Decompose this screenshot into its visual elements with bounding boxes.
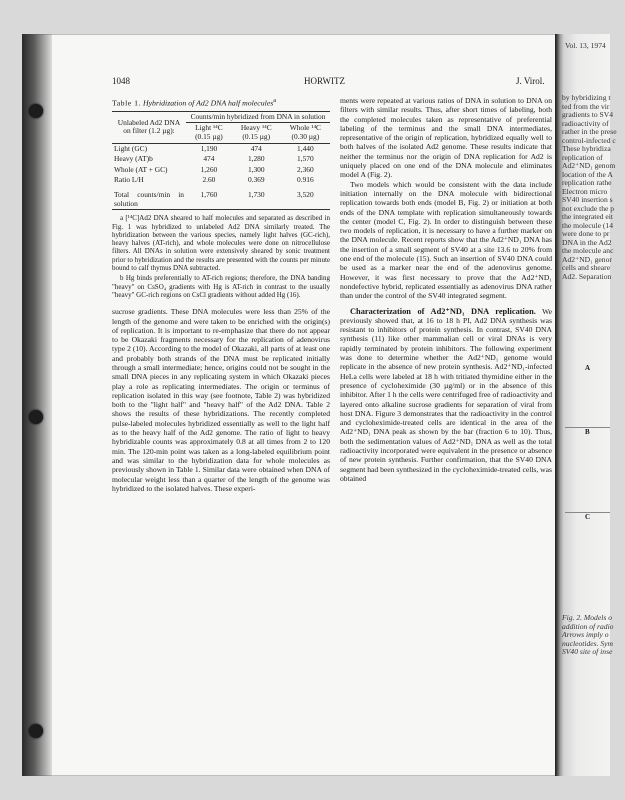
table-cell: 3,520 [281,186,330,210]
table-footnote-a: a [¹⁴C]Ad2 DNA sheared to half molecules and separated as described in Fig. 1 was hybridized to unlabeled Ad2 DNA similarly treated. The hybridization between the various species, namely light halves (GC-rich), heavy halves (AT-rich), and whole molecules were done on nitrocellulose filters. All DNAs in solution were extensively sheared by sonic treatment prior to hybridization and the results are presented with the counts per minute bound to calf thymus DNA subtracted. [112,214,330,273]
table-cell: Total counts/min in solution [112,186,186,210]
table-cell: 1,570 [297,154,314,164]
table-cell: 1,190 [200,143,218,153]
strip-line: by hybridizing t [562,93,611,102]
table-row [112,143,330,154]
middle-column [340,96,552,483]
table-row [112,186,330,210]
middle-paragraph-3: We previously showed that, at 16 to 18 h PI, Ad2 DNA synthesis was resistant to inhibitors of protein synthesis. In contrast, SV40 DNA synthesis (11) like other mammalian cell or viral DNAs is very rapidly terminated by protein inhibitors. The following experiment was done to determine whether the Ad2⁺ND₁ genome would replicate in the absence of new protein synthesis. Ad2⁺ND₁-infected HeLa cells were labeled at 18 h with tritiated thymidine either in the presence of cycloheximide (30 µg/ml) or in the absence of this inhibitor. After 1 h the cells were centrifuged free of radioactivity and layered onto alkaline sucrose gradients for separation of viral from host DNA. Figure 3 demonstrates that the radioactivity in the control and cycloheximide-treated cells are identical in the area of the Ad2⁺ND₁ DNA peak as shown by the bar (fraction 6 to 10). Thus, both the sedimentation values of Ad2⁺ND₁ DNA as well as the total radioactivity incorporated were equivalent in the presence or absence of new protein synthesis. Further confirmation, that the SV40 DNA segment had been synthesized in the cycloheximide-treated cells, was obtained [340,306,552,483]
table-cell: 474 [250,143,262,153]
table-cell: 2,360 [297,164,314,174]
strip-line: the molecule (14 [562,220,614,230]
figure-panel-label-b: B [585,428,590,436]
strip-line: DNA in the Ad2 [562,237,612,247]
table-col-header: Heavy ¹⁴C (0.15 µg) [232,123,281,143]
strip-line: gradients to SV4 [562,110,614,119]
strip-line: SV40 insertion s [562,195,613,204]
strip-line: the integrated eit [562,212,614,221]
table-col-header: Whole ¹⁴C (0.30 µg) [281,123,330,143]
table-label: Table 1. [112,98,142,108]
strip-line: Electron micro [562,186,608,196]
table-spanning-header: Counts/min hybridized from DNA in solution [186,111,330,123]
strip-line: replication of [562,152,603,162]
table-cell: 474 [203,154,215,164]
hybridization-table [112,111,330,210]
strip-line: Ad2⁺ND₁ genom [562,161,616,170]
table-cell: 0.916 [297,175,314,185]
strip-line: replication rathe [562,178,612,187]
strip-line: the molecule anc [562,246,614,255]
figure-caption-line: nucleotides. Sym [562,638,614,648]
left-column [112,96,330,493]
section-heading: Characterization of Ad2⁺ND₁ DNA replication. [350,306,536,316]
table-row [112,154,330,165]
left-column-paragraph: sucrose gradients. These DNA molecules were less than 25% of the length of the genome and were taken to be enriched with the origin(s) of replication. It is important to re-emphasize that there do not appear to be Okazaki fragments necessary for the replication of adenovirus type 2 (10). According to the model of Okazaki, all parts of at least one and probably both strands of the DNA must be replicated initially through a small intermediate; hence, origins could not be sought in the small DNA pieces in any replicating system in which Okazaki pieces play a role as replicating intermediates. The origin or terminus of replication isolated in this way (see footnote, Table 2) was hybridized both to the "light half" and "heavy half" of the Ad2 DNA. Table 2 shows the results of these hybridizations. The recently completed pulse-labeled molecules hybridized essentially as well to the light half as to the heavy half of the Ad2 genome. The ratio of light to heavy hybridizable counts was approximately 0.8 at all times from 2 to 120 min. The 120-min point was taken as a long-labeled equilibrium point and was similar to the hybridization data for whole molecules as previously shown in Table 1. Similar data were obtained when DNA of molecular weight less than a quarter of the length of the genome was hybridized to the isolated halves. These experi- [112,307,330,493]
table-row [112,165,330,176]
punch-hole-bottom [29,724,43,738]
figure-caption-line: Arrows imply o [562,630,609,639]
figure-caption-line: Fig. 2. Models o [562,613,612,622]
strip-line: ted from the vir [562,101,610,111]
facing-page-strip [555,34,617,776]
table-cell: 2.60 [202,175,216,185]
table-row [112,175,330,186]
page-number: 1048 [112,76,130,86]
strip-line: radioactivity of [562,118,609,128]
table-row-header: Unlabeled Ad2 DNA on filter (1.2 µg): [112,111,186,143]
table-cell: Heavy (AT)b [114,154,153,164]
table-cell: 1,440 [297,143,314,153]
table-title: Hybridization of Ad2 DNA half molecules [142,98,274,108]
table-cell: Ratio L/H [114,175,144,185]
strip-line: were done to pr [562,229,610,238]
strip-line: control-infected c [562,135,616,145]
figure-caption-line: SV40 site of inse [562,647,613,656]
strip-line: These hybridiza [562,144,611,153]
strip-line: Ad2⁺ND₁ genor [562,254,612,264]
table-cell: Light (GC) [114,143,148,153]
strip-line: rather in the prese [562,127,617,136]
table-col-header: Light ¹⁴C (0.15 µg) [186,123,232,143]
table-cell: 1,260 [200,164,218,174]
figure-caption-line: addition of radio [562,621,614,631]
strip-line: cells and sheare [562,263,611,272]
middle-paragraph-2: Two models which would be consistent with the data include initiation internally on the DNA molecule with bidirectional replication towards both ends (model B, Fig. 2) or initiation at both ends of the DNA template with replication simultaneously towards the center (model C, Fig. 2). In order to distinguish between these two models of replication, it is necessary to have a further marker on the DNA molecule. Recent reports show that the Ad2⁺ND₁ DNA has the insertion of a small segment of SV40 at a site 13.6 to 20% from one end of the molecule (15). Such an insertion of SV40 DNA could be used as a marker near the end of the adenovirus genome. However, it was first necessary to prove that the Ad2⁺ND₁ nondefective hybrid, replicated essentially as adenovirus DNA rather than under the control of the SV40 integrated segment. [340,179,552,301]
table-cell: 1,280 [247,154,265,164]
figure-panel-label-a: A [585,364,591,372]
figure-panel-label-c: C [585,513,591,521]
table-cell: Whole (AT + GC) [114,164,168,174]
running-head-author: HORWITZ [304,76,345,86]
binding-shadow [22,34,52,776]
table-footnotes [112,214,330,299]
punch-hole-top [29,104,43,118]
table-cell: 0.369 [247,175,265,185]
running-head-journal: J. Virol. [516,76,545,86]
table-title-marker: a [273,97,277,104]
table-footnote-b: b Hg binds preferentially to AT-rich regions; therefore, the DNA banding "heavy" on CsSO₄ gradients with Hg is AT-rich in contrast to the usually "heavy" GC-rich regions on CsCl gradients without added Hg (16). [112,274,330,299]
table-cell: 1,730 [232,186,281,210]
table-cell: 1,760 [186,186,232,210]
strip-line: location of the A [562,169,613,179]
strip-line: not exclude the p [562,203,615,213]
table-cell: 1,300 [247,164,265,174]
strip-line: Ad2. Separation [562,271,612,281]
strip-line: Vol. 13, 1974 [565,41,606,50]
middle-paragraph-1: ments were repeated at various ratios of DNA in solution to DNA on filters with similar results. Thus, after short times of labeling, both the completed molecules taken as representative of preferential labeling of the terminus and the small DNA intermediates, representative of the origin of replication, hybridized equally well to both halves of the isolated Ad2 genome. These results indicate that neither the terminus nor the origin of DNA replication for Ad2 is uniquely placed on one end of the DNA molecule and eliminates model A (Fig. 2). [340,96,552,180]
punch-hole-middle [29,410,43,424]
scanned-page [22,34,617,776]
table-caption [112,96,330,108]
